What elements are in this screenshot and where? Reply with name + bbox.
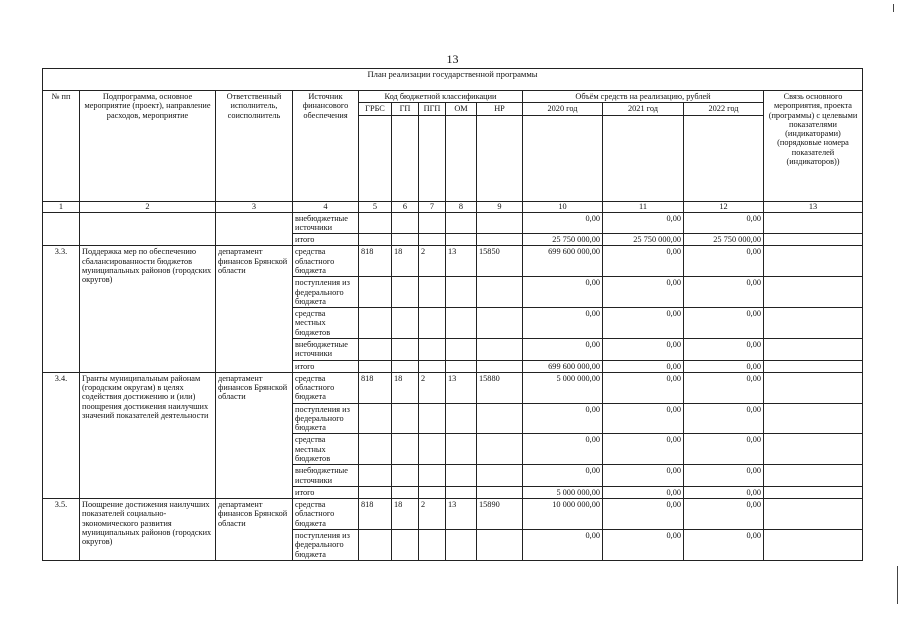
amount-2021: 0,00 [603, 434, 684, 465]
measure-number: 3.3. [43, 246, 80, 372]
header-volume: Объём средств на реализацию, рублей [523, 91, 764, 103]
code-pgp [419, 277, 446, 308]
amount-2020: 0,00 [523, 338, 603, 360]
code-grbs [359, 277, 392, 308]
code-pgp [419, 234, 446, 246]
amount-2022: 0,00 [684, 212, 764, 234]
funding-source: внебюджетные источники [293, 465, 359, 487]
code-om [446, 360, 477, 372]
table-row [43, 246, 863, 277]
code-pgp: 2 [419, 372, 446, 403]
table-title: План реализации государственной программы [43, 69, 863, 91]
measure-number: 3.4. [43, 372, 80, 498]
amount-2022: 0,00 [684, 434, 764, 465]
funding-source: итого [293, 486, 359, 498]
funding-source: итого [293, 234, 359, 246]
header-link: Связь основного мероприятия, проекта (программы) с целевыми показателями (индикаторами) (порядковые номера показателей (индикаторов)) [764, 91, 863, 202]
header-empty-cell [523, 115, 603, 201]
code-grbs: 818 [359, 499, 392, 530]
column-number: 6 [392, 201, 419, 212]
code-om: 13 [446, 372, 477, 403]
empty-num-cell [43, 212, 80, 246]
code-om: 13 [446, 246, 477, 277]
header-pgp: ПГП [419, 103, 446, 115]
code-grbs: 818 [359, 246, 392, 277]
amount-2022: 25 750 000,00 [684, 234, 764, 246]
amount-2022: 0,00 [684, 486, 764, 498]
amount-2020: 5 000 000,00 [523, 372, 603, 403]
amount-2020: 0,00 [523, 434, 603, 465]
column-number: 2 [80, 201, 216, 212]
amount-2021: 0,00 [603, 530, 684, 561]
indicator-link-cell [764, 434, 863, 465]
amount-2021: 0,00 [603, 499, 684, 530]
header-grbs: ГРБС [359, 103, 392, 115]
amount-2021: 0,00 [603, 360, 684, 372]
indicator-link-cell [764, 277, 863, 308]
code-gp [392, 308, 419, 339]
code-om [446, 486, 477, 498]
code-gp [392, 277, 419, 308]
funding-source: средства областного бюджета [293, 372, 359, 403]
amount-2021: 25 750 000,00 [603, 234, 684, 246]
amount-2022: 0,00 [684, 499, 764, 530]
header-empty-cell [446, 115, 477, 201]
plan-table-body [43, 69, 863, 561]
code-nr [477, 465, 523, 487]
code-nr [477, 212, 523, 234]
header-empty-cell [477, 115, 523, 201]
code-pgp [419, 308, 446, 339]
code-pgp [419, 465, 446, 487]
code-grbs [359, 338, 392, 360]
code-nr [477, 277, 523, 308]
measure-name: Поддержка мер по обеспечению сбалансированности бюджетов муниципальных районов (городских округов) [80, 246, 216, 372]
code-gp [392, 403, 419, 434]
measure-executor: департамент финансов Брянской области [216, 499, 293, 561]
code-om [446, 212, 477, 234]
amount-2020: 699 600 000,00 [523, 360, 603, 372]
code-pgp [419, 403, 446, 434]
scan-edge-mark-bottom [897, 566, 898, 604]
amount-2021: 0,00 [603, 465, 684, 487]
amount-2020: 25 750 000,00 [523, 234, 603, 246]
code-pgp [419, 486, 446, 498]
code-nr [477, 486, 523, 498]
indicator-link-cell [764, 403, 863, 434]
indicator-link-cell [764, 499, 863, 530]
code-grbs [359, 486, 392, 498]
amount-2021: 0,00 [603, 486, 684, 498]
code-pgp [419, 530, 446, 561]
funding-source: поступления из федерального бюджета [293, 403, 359, 434]
amount-2020: 0,00 [523, 403, 603, 434]
amount-2021: 0,00 [603, 338, 684, 360]
column-number: 11 [603, 201, 684, 212]
code-grbs [359, 434, 392, 465]
indicator-link-cell [764, 530, 863, 561]
funding-source: поступления из федерального бюджета [293, 277, 359, 308]
table-row [43, 499, 863, 530]
code-om [446, 308, 477, 339]
indicator-link-cell [764, 308, 863, 339]
code-grbs [359, 308, 392, 339]
header-executor: Ответственный исполнитель, соисполнитель [216, 91, 293, 202]
plan-table [42, 68, 863, 561]
column-numbers-row [43, 201, 863, 212]
code-nr: 15890 [477, 499, 523, 530]
code-gp: 18 [392, 372, 419, 403]
amount-2022: 0,00 [684, 530, 764, 561]
code-om [446, 434, 477, 465]
header-empty-cell [684, 115, 764, 201]
code-nr [477, 234, 523, 246]
amount-2020: 5 000 000,00 [523, 486, 603, 498]
measure-number: 3.5. [43, 499, 80, 561]
measure-name: Поощрение достижения наилучших показателей социально-экономического развития муниципальных районов (городских округов) [80, 499, 216, 561]
code-grbs: 818 [359, 372, 392, 403]
amount-2022: 0,00 [684, 403, 764, 434]
table-row [43, 212, 863, 234]
amount-2020: 0,00 [523, 212, 603, 234]
amount-2020: 699 600 000,00 [523, 246, 603, 277]
amount-2021: 0,00 [603, 403, 684, 434]
amount-2022: 0,00 [684, 277, 764, 308]
measure-name: Гранты муниципальным районам (городским округам) в целях содействия достижению и (или) поощрения достижения наилучших значений показателей деятельности [80, 372, 216, 498]
column-number: 13 [764, 201, 863, 212]
code-gp [392, 530, 419, 561]
code-grbs [359, 234, 392, 246]
code-om [446, 530, 477, 561]
amount-2022: 0,00 [684, 372, 764, 403]
indicator-link-cell [764, 338, 863, 360]
header-num: № пп [43, 91, 80, 202]
amount-2022: 0,00 [684, 465, 764, 487]
code-grbs [359, 360, 392, 372]
code-pgp: 2 [419, 246, 446, 277]
code-nr [477, 308, 523, 339]
code-nr [477, 403, 523, 434]
code-gp [392, 465, 419, 487]
column-number: 3 [216, 201, 293, 212]
code-grbs [359, 465, 392, 487]
indicator-link-cell [764, 486, 863, 498]
funding-source: итого [293, 360, 359, 372]
code-gp [392, 434, 419, 465]
funding-source: средства областного бюджета [293, 499, 359, 530]
amount-2020: 0,00 [523, 530, 603, 561]
code-om [446, 403, 477, 434]
code-nr [477, 360, 523, 372]
funding-source: внебюджетные источники [293, 212, 359, 234]
amount-2020: 10 000 000,00 [523, 499, 603, 530]
code-pgp [419, 212, 446, 234]
code-gp [392, 212, 419, 234]
page-number: 13 [446, 52, 459, 66]
code-om [446, 234, 477, 246]
measure-executor: департамент финансов Брянской области [216, 372, 293, 498]
amount-2021: 0,00 [603, 277, 684, 308]
amount-2020: 0,00 [523, 277, 603, 308]
code-pgp [419, 360, 446, 372]
empty-name-cell [80, 212, 216, 246]
code-grbs [359, 530, 392, 561]
column-number: 8 [446, 201, 477, 212]
table-row [43, 372, 863, 403]
header-empty-cell [603, 115, 684, 201]
code-gp [392, 486, 419, 498]
code-nr [477, 338, 523, 360]
code-nr: 15850 [477, 246, 523, 277]
column-number: 4 [293, 201, 359, 212]
header-row-1 [43, 91, 863, 103]
code-nr: 15880 [477, 372, 523, 403]
header-nr: НР [477, 103, 523, 115]
indicator-link-cell [764, 360, 863, 372]
amount-2021: 0,00 [603, 308, 684, 339]
column-number: 5 [359, 201, 392, 212]
header-source: Источник финансового обеспечения [293, 91, 359, 202]
indicator-link-cell [764, 212, 863, 234]
header-budget-code: Код бюджетной классификации [359, 91, 523, 103]
code-gp: 18 [392, 246, 419, 277]
amount-2022: 0,00 [684, 338, 764, 360]
code-om [446, 465, 477, 487]
code-gp [392, 234, 419, 246]
header-empty-cell [392, 115, 419, 201]
amount-2020: 0,00 [523, 308, 603, 339]
code-grbs [359, 403, 392, 434]
funding-source: средства местных бюджетов [293, 434, 359, 465]
code-pgp [419, 434, 446, 465]
code-gp [392, 360, 419, 372]
header-empty-cell [419, 115, 446, 201]
indicator-link-cell [764, 246, 863, 277]
code-gp [392, 338, 419, 360]
code-om [446, 277, 477, 308]
indicator-link-cell [764, 372, 863, 403]
header-year-2020: 2020 год [523, 103, 603, 115]
amount-2022: 0,00 [684, 360, 764, 372]
code-pgp [419, 338, 446, 360]
funding-source: внебюджетные источники [293, 338, 359, 360]
header-empty-cell [359, 115, 392, 201]
code-nr [477, 530, 523, 561]
amount-2021: 0,00 [603, 246, 684, 277]
amount-2020: 0,00 [523, 465, 603, 487]
header-om: ОМ [446, 103, 477, 115]
scan-edge-mark-top [893, 4, 894, 12]
table-title-row [43, 69, 863, 91]
funding-source: поступления из федерального бюджета [293, 530, 359, 561]
column-number: 7 [419, 201, 446, 212]
measure-executor: департамент финансов Брянской области [216, 246, 293, 372]
amount-2021: 0,00 [603, 372, 684, 403]
header-subprogram: Подпрограмма, основное мероприятие (проект), направление расходов, мероприятие [80, 91, 216, 202]
column-number: 10 [523, 201, 603, 212]
code-gp: 18 [392, 499, 419, 530]
funding-source: средства областного бюджета [293, 246, 359, 277]
code-nr [477, 434, 523, 465]
column-number: 12 [684, 201, 764, 212]
amount-2022: 0,00 [684, 308, 764, 339]
indicator-link-cell [764, 234, 863, 246]
code-grbs [359, 212, 392, 234]
header-gp: ГП [392, 103, 419, 115]
indicator-link-cell [764, 465, 863, 487]
column-number: 1 [43, 201, 80, 212]
amount-2022: 0,00 [684, 246, 764, 277]
code-pgp: 2 [419, 499, 446, 530]
header-year-2021: 2021 год [603, 103, 684, 115]
code-om: 13 [446, 499, 477, 530]
column-number: 9 [477, 201, 523, 212]
funding-source: средства местных бюджетов [293, 308, 359, 339]
amount-2021: 0,00 [603, 212, 684, 234]
code-om [446, 338, 477, 360]
header-year-2022: 2022 год [684, 103, 764, 115]
empty-executor-cell [216, 212, 293, 246]
